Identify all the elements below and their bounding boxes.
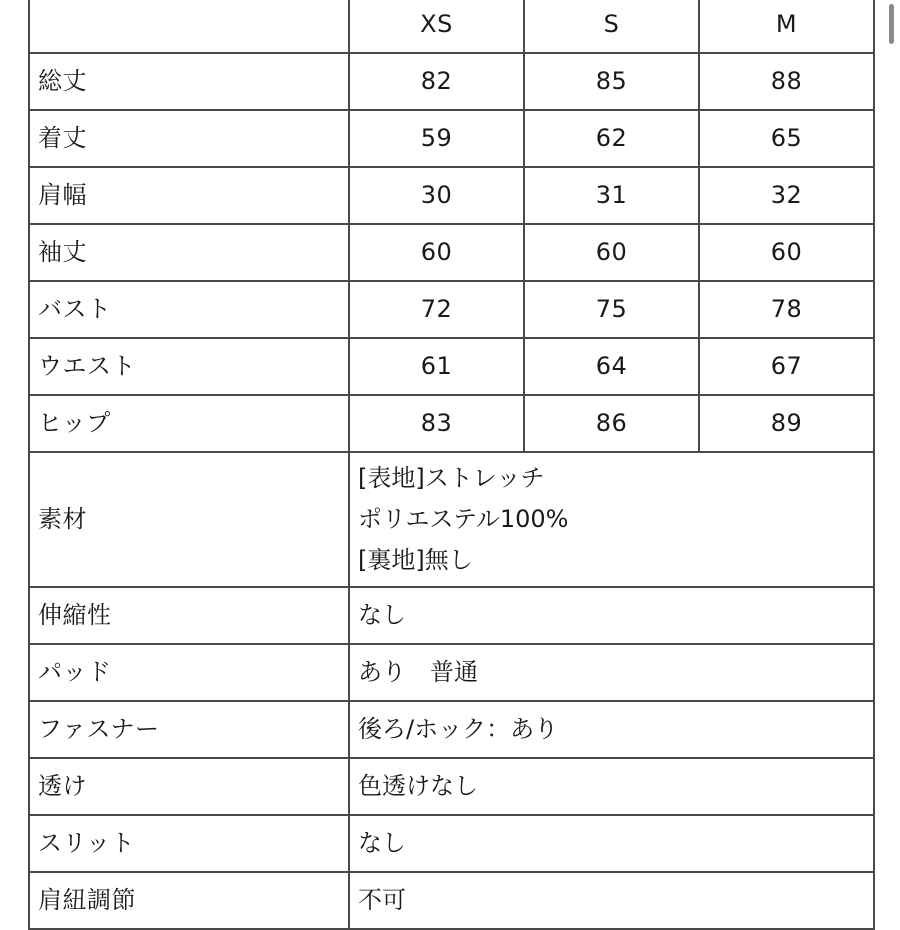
measurement-row-sleeve-length [29, 224, 874, 281]
property-row-strap-adjust [29, 872, 874, 929]
size-header-s: S [524, 0, 699, 53]
property-value: なし [349, 587, 874, 644]
value-s: 85 [524, 53, 699, 110]
row-label: ヒップ [29, 395, 349, 452]
value-m: 88 [699, 53, 874, 110]
row-label: 肩幅 [29, 167, 349, 224]
measurement-row-hip [29, 395, 874, 452]
material-line-composition: ポリエステル100% [358, 505, 569, 533]
property-value: あり 普通 [349, 644, 874, 701]
value-s: 86 [524, 395, 699, 452]
measurement-row-waist [29, 338, 874, 395]
size-header-xs: XS [349, 0, 524, 53]
material-label: 素材 [29, 452, 349, 587]
value-m: 32 [699, 167, 874, 224]
material-row [29, 452, 874, 587]
property-label: 肩紐調節 [29, 872, 349, 929]
measurement-row-bust [29, 281, 874, 338]
property-label: 伸縮性 [29, 587, 349, 644]
material-value [349, 452, 874, 587]
property-row-slit [29, 815, 874, 872]
value-xs: 59 [349, 110, 524, 167]
value-m: 60 [699, 224, 874, 281]
value-xs: 61 [349, 338, 524, 395]
value-s: 62 [524, 110, 699, 167]
property-label: ファスナー [29, 701, 349, 758]
property-label: スリット [29, 815, 349, 872]
value-s: 60 [524, 224, 699, 281]
value-m: 89 [699, 395, 874, 452]
row-label: 袖丈 [29, 224, 349, 281]
property-label: パッド [29, 644, 349, 701]
value-s: 75 [524, 281, 699, 338]
vertical-scrollbar-thumb[interactable] [889, 4, 894, 44]
row-label: バスト [29, 281, 349, 338]
property-label: 透け [29, 758, 349, 815]
size-chart-table [28, 0, 875, 930]
value-xs: 30 [349, 167, 524, 224]
value-m: 67 [699, 338, 874, 395]
property-row-stretch [29, 587, 874, 644]
value-xs: 83 [349, 395, 524, 452]
property-value: 後ろ/ホック：あり [349, 701, 874, 758]
size-header-m: M [699, 0, 874, 53]
value-xs: 82 [349, 53, 524, 110]
measurement-row-shoulder-width [29, 167, 874, 224]
property-row-sheerness [29, 758, 874, 815]
header-blank-cell [29, 0, 349, 53]
value-s: 31 [524, 167, 699, 224]
value-m: 65 [699, 110, 874, 167]
property-value: 不可 [349, 872, 874, 929]
value-s: 64 [524, 338, 699, 395]
property-value: なし [349, 815, 874, 872]
header-row [29, 0, 874, 53]
measurement-row-total-length [29, 53, 874, 110]
row-label: ウエスト [29, 338, 349, 395]
property-row-fastener [29, 701, 874, 758]
measurement-row-body-length [29, 110, 874, 167]
row-label: 着丈 [29, 110, 349, 167]
value-xs: 60 [349, 224, 524, 281]
value-m: 78 [699, 281, 874, 338]
row-label: 総丈 [29, 53, 349, 110]
property-value: 色透けなし [349, 758, 874, 815]
property-row-padding [29, 644, 874, 701]
material-line-lining: [裏地]無し [358, 546, 473, 574]
material-line-outer: [表地]ストレッチ [358, 464, 545, 492]
value-xs: 72 [349, 281, 524, 338]
